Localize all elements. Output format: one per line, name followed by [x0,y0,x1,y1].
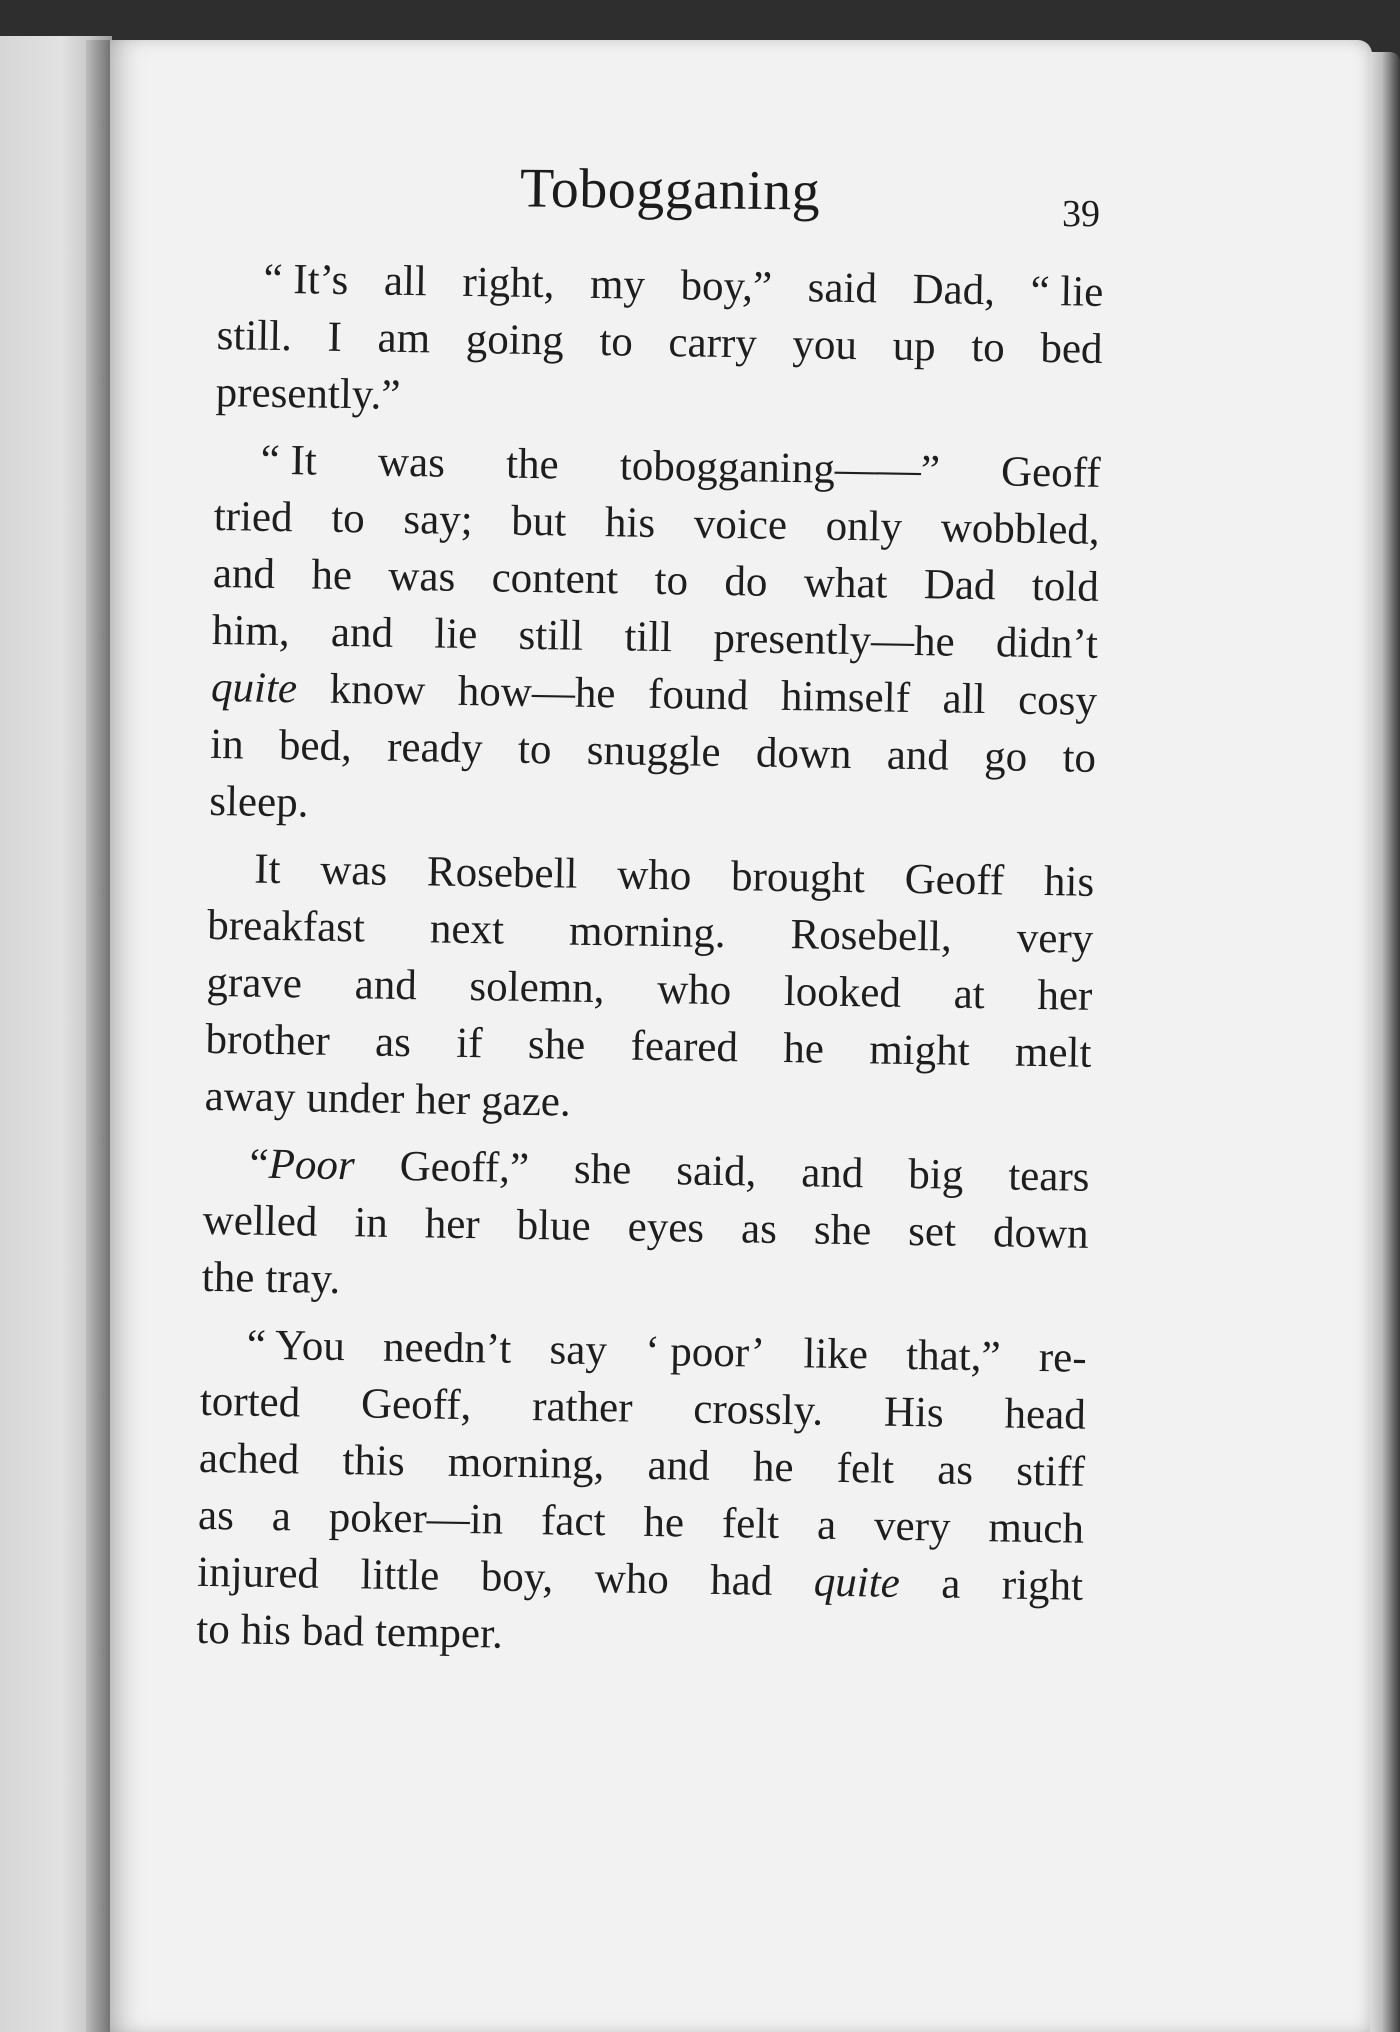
word: who [616,851,692,900]
word: to [195,1605,231,1654]
word: and [354,961,418,1010]
word: much [988,1504,1085,1553]
word: the [505,440,560,489]
word: rather [531,1383,633,1432]
page-number: 39 [1062,193,1100,235]
word: as [374,1018,412,1067]
paragraph [201,1135,1090,1320]
word: was [377,438,446,487]
word: voice [693,500,788,549]
word: “ lie [1030,267,1104,316]
word: as [936,1446,974,1495]
word: all [383,257,428,306]
word: only [825,502,903,551]
word: ‘ poor’ [644,1327,766,1377]
word: blue [516,1201,592,1250]
word: she [813,1206,872,1255]
word: had [709,1556,773,1605]
word: torted [199,1377,301,1427]
word: if [455,1019,483,1068]
book-gutter [86,40,112,2032]
word: ached [198,1434,300,1484]
word: down [755,729,852,779]
word: a [271,1493,292,1541]
word: ready [386,723,484,773]
word: she [527,1020,586,1069]
word: grave [206,958,303,1008]
word: morning. [568,907,726,958]
word: fact [540,1497,606,1546]
word: who [656,965,732,1015]
word: Dad [923,561,996,610]
word: to [517,725,552,774]
word: right, [462,258,555,308]
word: snuggle [586,726,721,776]
word: stiff [1016,1447,1086,1496]
word: very [1016,914,1094,963]
word: carry [668,319,758,368]
word: and [647,1441,711,1490]
word: feared [630,1022,739,1072]
word: as [740,1205,778,1253]
word: tobogganing——” [619,442,941,495]
word: tried [213,492,293,542]
word: looked [783,967,902,1017]
word: “Poor [249,1140,356,1190]
word: very [873,1502,951,1551]
word: bed, [278,722,353,771]
word: brought [730,853,866,903]
word: how—he [457,667,616,718]
word: him, [211,606,291,656]
word: away [204,1072,296,1122]
word: her [424,1200,481,1249]
word: Geoff [904,855,1005,905]
word: found [647,670,749,720]
word: head [1004,1390,1087,1439]
word: “ You [246,1321,346,1371]
word: temper. [374,1608,504,1658]
word: little [360,1551,440,1600]
word: quite [813,1558,901,1607]
paragraph [215,250,1104,435]
word: cosy [1017,676,1098,725]
right-page-edge [1370,52,1400,2032]
word: breakfast [207,901,366,952]
word: Rosebell, [790,911,953,961]
word: her [1037,971,1093,1020]
word: injured [196,1548,320,1598]
word: he [752,1443,794,1492]
word: told [1031,562,1100,611]
word: I [327,313,343,361]
word: to [970,323,1006,372]
word: who [594,1555,670,1604]
word: down [992,1209,1089,1258]
word: to [330,494,366,543]
word: to [1062,734,1097,782]
word: Rosebell [426,848,578,898]
word: a [940,1560,961,1608]
word: presently—he [713,614,956,666]
word: am [377,314,431,363]
word: in [353,1199,389,1247]
word: the [201,1253,255,1302]
word: quite [210,663,298,713]
word: like [803,1330,869,1379]
word: going [465,315,565,365]
word: “ It [260,436,318,485]
word: she [573,1145,632,1194]
paragraph [204,840,1094,1139]
word: right [1001,1561,1084,1610]
word: to [654,556,689,605]
word: still [518,611,584,660]
word: what [803,559,888,608]
word: boy, [480,1553,554,1602]
word: didn’t [995,619,1099,668]
word: lie [433,610,478,659]
word: and [800,1149,864,1198]
word: know [329,665,426,715]
word: said, [675,1147,757,1196]
body-text [196,250,1104,1672]
word: His [883,1388,945,1437]
word: he [311,551,353,600]
word: her [414,1076,471,1125]
word: sleep. [208,777,309,827]
word: say [549,1326,608,1375]
word: Geoff [1000,448,1101,497]
word: needn’t [382,1323,512,1373]
word: all [942,675,986,724]
word: to [599,318,634,366]
word: said [807,264,878,313]
word: Geoff,” [399,1142,530,1192]
word: It [253,845,281,894]
word: at [953,970,986,1019]
word: he [643,1498,685,1547]
word: Geoff, [360,1380,472,1430]
word: till [624,613,673,662]
word: bad [301,1607,365,1656]
word: wobbled, [940,504,1100,554]
word: poker—in [328,1493,504,1544]
word: next [429,905,505,954]
word: was [388,552,456,601]
word: welled [202,1196,318,1246]
paragraph [209,431,1101,844]
word: and [212,549,276,598]
word: “ It’s [263,255,349,305]
word: he [782,1024,825,1073]
word: and [330,608,394,657]
word: his [240,1606,292,1655]
word: and [886,731,950,780]
word: presently.” [215,368,401,419]
word: eyes [627,1203,705,1252]
word: my [589,260,646,309]
running-title: Tobogganing [519,157,821,223]
word: was [319,846,388,895]
word: his [604,499,656,547]
word: gaze. [480,1077,572,1126]
word: bed [1040,324,1103,373]
word: his [1043,858,1095,906]
word: do [724,557,768,606]
word: tray. [265,1254,341,1304]
word: boy,” [680,262,773,311]
word: say; [403,495,474,545]
word: a [816,1501,837,1549]
word: re- [1038,1334,1087,1382]
word: Dad, [912,265,996,315]
word: that,” [905,1331,1001,1381]
word: set [907,1207,957,1256]
word: you [792,321,858,370]
word: but [511,497,567,546]
word: morning, [447,1438,605,1489]
word: tears [1007,1152,1090,1201]
word: melt [1014,1028,1092,1077]
word: up [892,322,937,371]
word: big [908,1150,964,1199]
word: felt [836,1444,895,1493]
word: under [306,1074,405,1124]
paragraph [196,1316,1087,1672]
word: this [342,1437,406,1486]
word: content [491,554,619,604]
word: go [983,733,1028,781]
word: as [197,1491,235,1540]
word: himself [780,672,911,722]
word: might [868,1026,970,1075]
word: felt [721,1500,780,1548]
word: solemn, [469,963,605,1013]
word: brother [205,1015,331,1065]
word: still. [216,311,293,361]
word: in [209,720,245,769]
word: crossly. [692,1385,824,1435]
